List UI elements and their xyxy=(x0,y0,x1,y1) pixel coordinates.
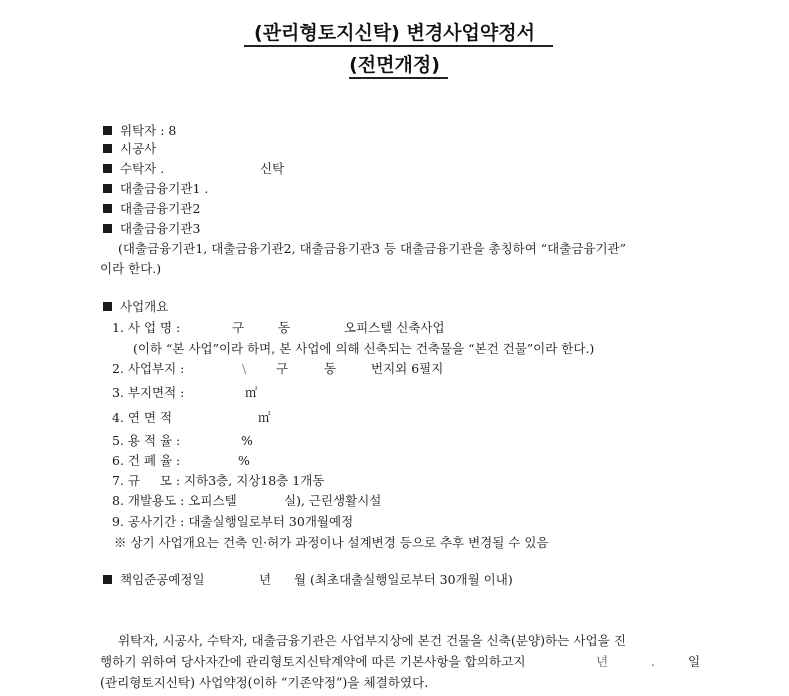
item2-gu: 구 xyxy=(276,361,289,376)
contractor-text: 시공사 xyxy=(120,141,157,156)
bullet-square-icon xyxy=(103,204,112,213)
item2-label: 2. 사업부지 : xyxy=(112,361,185,376)
paragraph-line2-year: 년 xyxy=(596,654,609,669)
item6-unit: % xyxy=(238,453,250,468)
trustee-line xyxy=(103,161,164,177)
overview-heading xyxy=(103,299,168,315)
bullet-square-icon xyxy=(103,144,112,153)
paragraph-line2-dot: . xyxy=(651,654,656,669)
item4-unit: ㎡ xyxy=(258,410,271,425)
completion-year: 년 xyxy=(259,572,272,587)
item3-label: 3. 부지면적 : xyxy=(112,385,185,400)
bullet-square-icon xyxy=(103,575,112,584)
item4-label: 4. 연 면 적 xyxy=(112,410,173,425)
document-subtitle: (전면개정) xyxy=(349,54,440,76)
item7-scale: 7. 규 모 : 지하3층, 지상18층 1개동 xyxy=(112,473,325,488)
item5-unit: % xyxy=(241,433,253,448)
completion-label: 책임준공예정일 xyxy=(120,572,205,587)
trustee-suffix: 신탁 xyxy=(260,161,285,176)
lender3-line xyxy=(103,221,200,237)
overview-note: ※ 상기 사업개요는 건축 인·허가 과정이나 설계변경 등으로 추후 변경될 수 있음 xyxy=(114,535,549,550)
item1-dong: 동 xyxy=(278,320,291,335)
bullet-square-icon xyxy=(103,302,112,311)
trustor-text: 위탁자 : 8 xyxy=(120,123,177,138)
item8-rest: 실), 근린생활시설 xyxy=(284,493,382,508)
bullet-square-icon xyxy=(103,184,112,193)
contractor-line xyxy=(103,141,156,157)
item3-unit: ㎡ xyxy=(245,385,258,400)
lender1-line xyxy=(103,181,208,197)
document-title: (관리형토지신탁) 변경사업약정서 xyxy=(254,22,535,44)
item2-dong: 동 xyxy=(324,361,337,376)
item1-label: 1. 사 업 명 : xyxy=(112,320,181,335)
lender1-text: 대출금융기관1 . xyxy=(120,181,209,196)
bullet-square-icon xyxy=(103,164,112,173)
paragraph-line2-day: 일 xyxy=(688,654,701,669)
lender2-line xyxy=(103,201,200,217)
lender-note-line1: (대출금융기관1, 대출금융기관2, 대출금융기관3 등 대출금융기관을 총칭하여 “대출금융기관” xyxy=(118,241,627,256)
title-underline xyxy=(244,45,553,47)
paragraph-line3: (관리형토지신탁) 사업약정(이하 “기존약정”)을 체결하였다. xyxy=(100,675,429,690)
item9-period: 9. 공사기간 : 대출실행일로부터 30개월예정 xyxy=(112,514,354,529)
lender-note-line2: 이라 한다.) xyxy=(100,261,162,276)
item2-address: 번지외 6필지 xyxy=(371,361,444,376)
trustor-line xyxy=(103,123,176,139)
completion-line xyxy=(103,572,205,588)
overview-heading-text: 사업개요 xyxy=(120,299,169,314)
paragraph-line2: 행하기 위하여 당사자간에 관리형토지신탁계약에 따른 기본사항을 합의하고지 xyxy=(100,654,526,669)
completion-month: 월 (최초대출실행일로부터 30개월 이내) xyxy=(294,572,513,587)
item5-label: 5. 용 적 율 : xyxy=(112,433,181,448)
item1-name: 오피스텔 신축사업 xyxy=(344,320,445,335)
bullet-square-icon xyxy=(103,126,112,135)
paragraph-line1: 위탁자, 시공사, 수탁자, 대출금융기관은 사업부지상에 본건 건물을 신축(분양)하는 사업을 진 xyxy=(118,633,626,648)
item2-mark: \ xyxy=(242,361,247,376)
trustee-label: 수탁자 . xyxy=(120,161,165,176)
item1-district: 구 xyxy=(232,320,245,335)
bullet-square-icon xyxy=(103,224,112,233)
lender3-text: 대출금융기관3 xyxy=(120,221,201,236)
subtitle-underline xyxy=(349,77,448,79)
item6-label: 6. 건 폐 율 : xyxy=(112,453,181,468)
item8-label: 8. 개발용도 : 오피스텔 xyxy=(112,493,237,508)
lender2-text: 대출금융기관2 xyxy=(120,201,201,216)
item1-note: (이하 “본 사업”이라 하며, 본 사업에 의해 신축되는 건축물을 “본건 건물”이라 한다.) xyxy=(133,341,595,356)
